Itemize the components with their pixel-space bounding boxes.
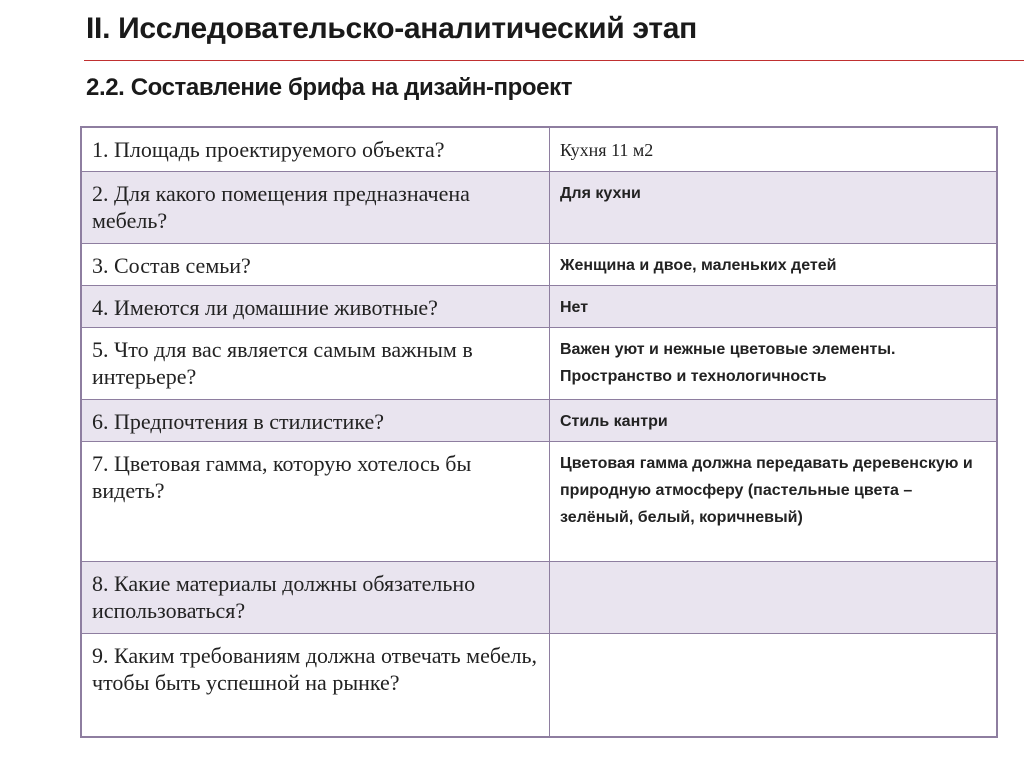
slide-subtitle: 2.2. Составление брифа на дизайн-проект xyxy=(86,74,573,101)
answer-cell: Кухня 11 м2 xyxy=(550,127,998,171)
answer-cell: Цветовая гамма должна передавать деревенскую и природную атмосферу (пастельные цвета – зелёный, белый, коричневый) xyxy=(550,441,998,561)
table-row xyxy=(81,327,997,399)
answer-cell xyxy=(550,561,998,633)
table-row xyxy=(81,243,997,285)
question-cell: 1. Площадь проектируемого объекта? xyxy=(81,127,550,171)
answer-cell: Нет xyxy=(550,285,998,327)
brief-table xyxy=(80,126,998,738)
question-cell: 7. Цветовая гамма, которую хотелось бы видеть? xyxy=(81,441,550,561)
answer-cell: Важен уют и нежные цветовые элементы. Пространство и технологичность xyxy=(550,327,998,399)
table-row xyxy=(81,633,997,737)
table-row xyxy=(81,171,997,243)
slide-title: II. Исследовательско-аналитический этап xyxy=(86,12,697,45)
question-cell: 4. Имеются ли домашние животные? xyxy=(81,285,550,327)
answer-cell: Стиль кантри xyxy=(550,399,998,441)
table-row xyxy=(81,285,997,327)
table-row xyxy=(81,561,997,633)
question-cell: 6. Предпочтения в стилистике? xyxy=(81,399,550,441)
table-row xyxy=(81,441,997,561)
question-cell: 3. Состав семьи? xyxy=(81,243,550,285)
question-cell: 5. Что для вас является самым важным в интерьере? xyxy=(81,327,550,399)
question-cell: 8. Какие материалы должны обязательно использоваться? xyxy=(81,561,550,633)
answer-cell xyxy=(550,633,998,737)
answer-cell: Для кухни xyxy=(550,171,998,243)
title-divider xyxy=(84,60,1024,61)
table-row xyxy=(81,127,997,171)
answer-cell: Женщина и двое, маленьких детей xyxy=(550,243,998,285)
question-cell: 9. Каким требованиям должна отвечать мебель, чтобы быть успешной на рынке? xyxy=(81,633,550,737)
table-row xyxy=(81,399,997,441)
question-cell: 2. Для какого помещения предназначена мебель? xyxy=(81,171,550,243)
